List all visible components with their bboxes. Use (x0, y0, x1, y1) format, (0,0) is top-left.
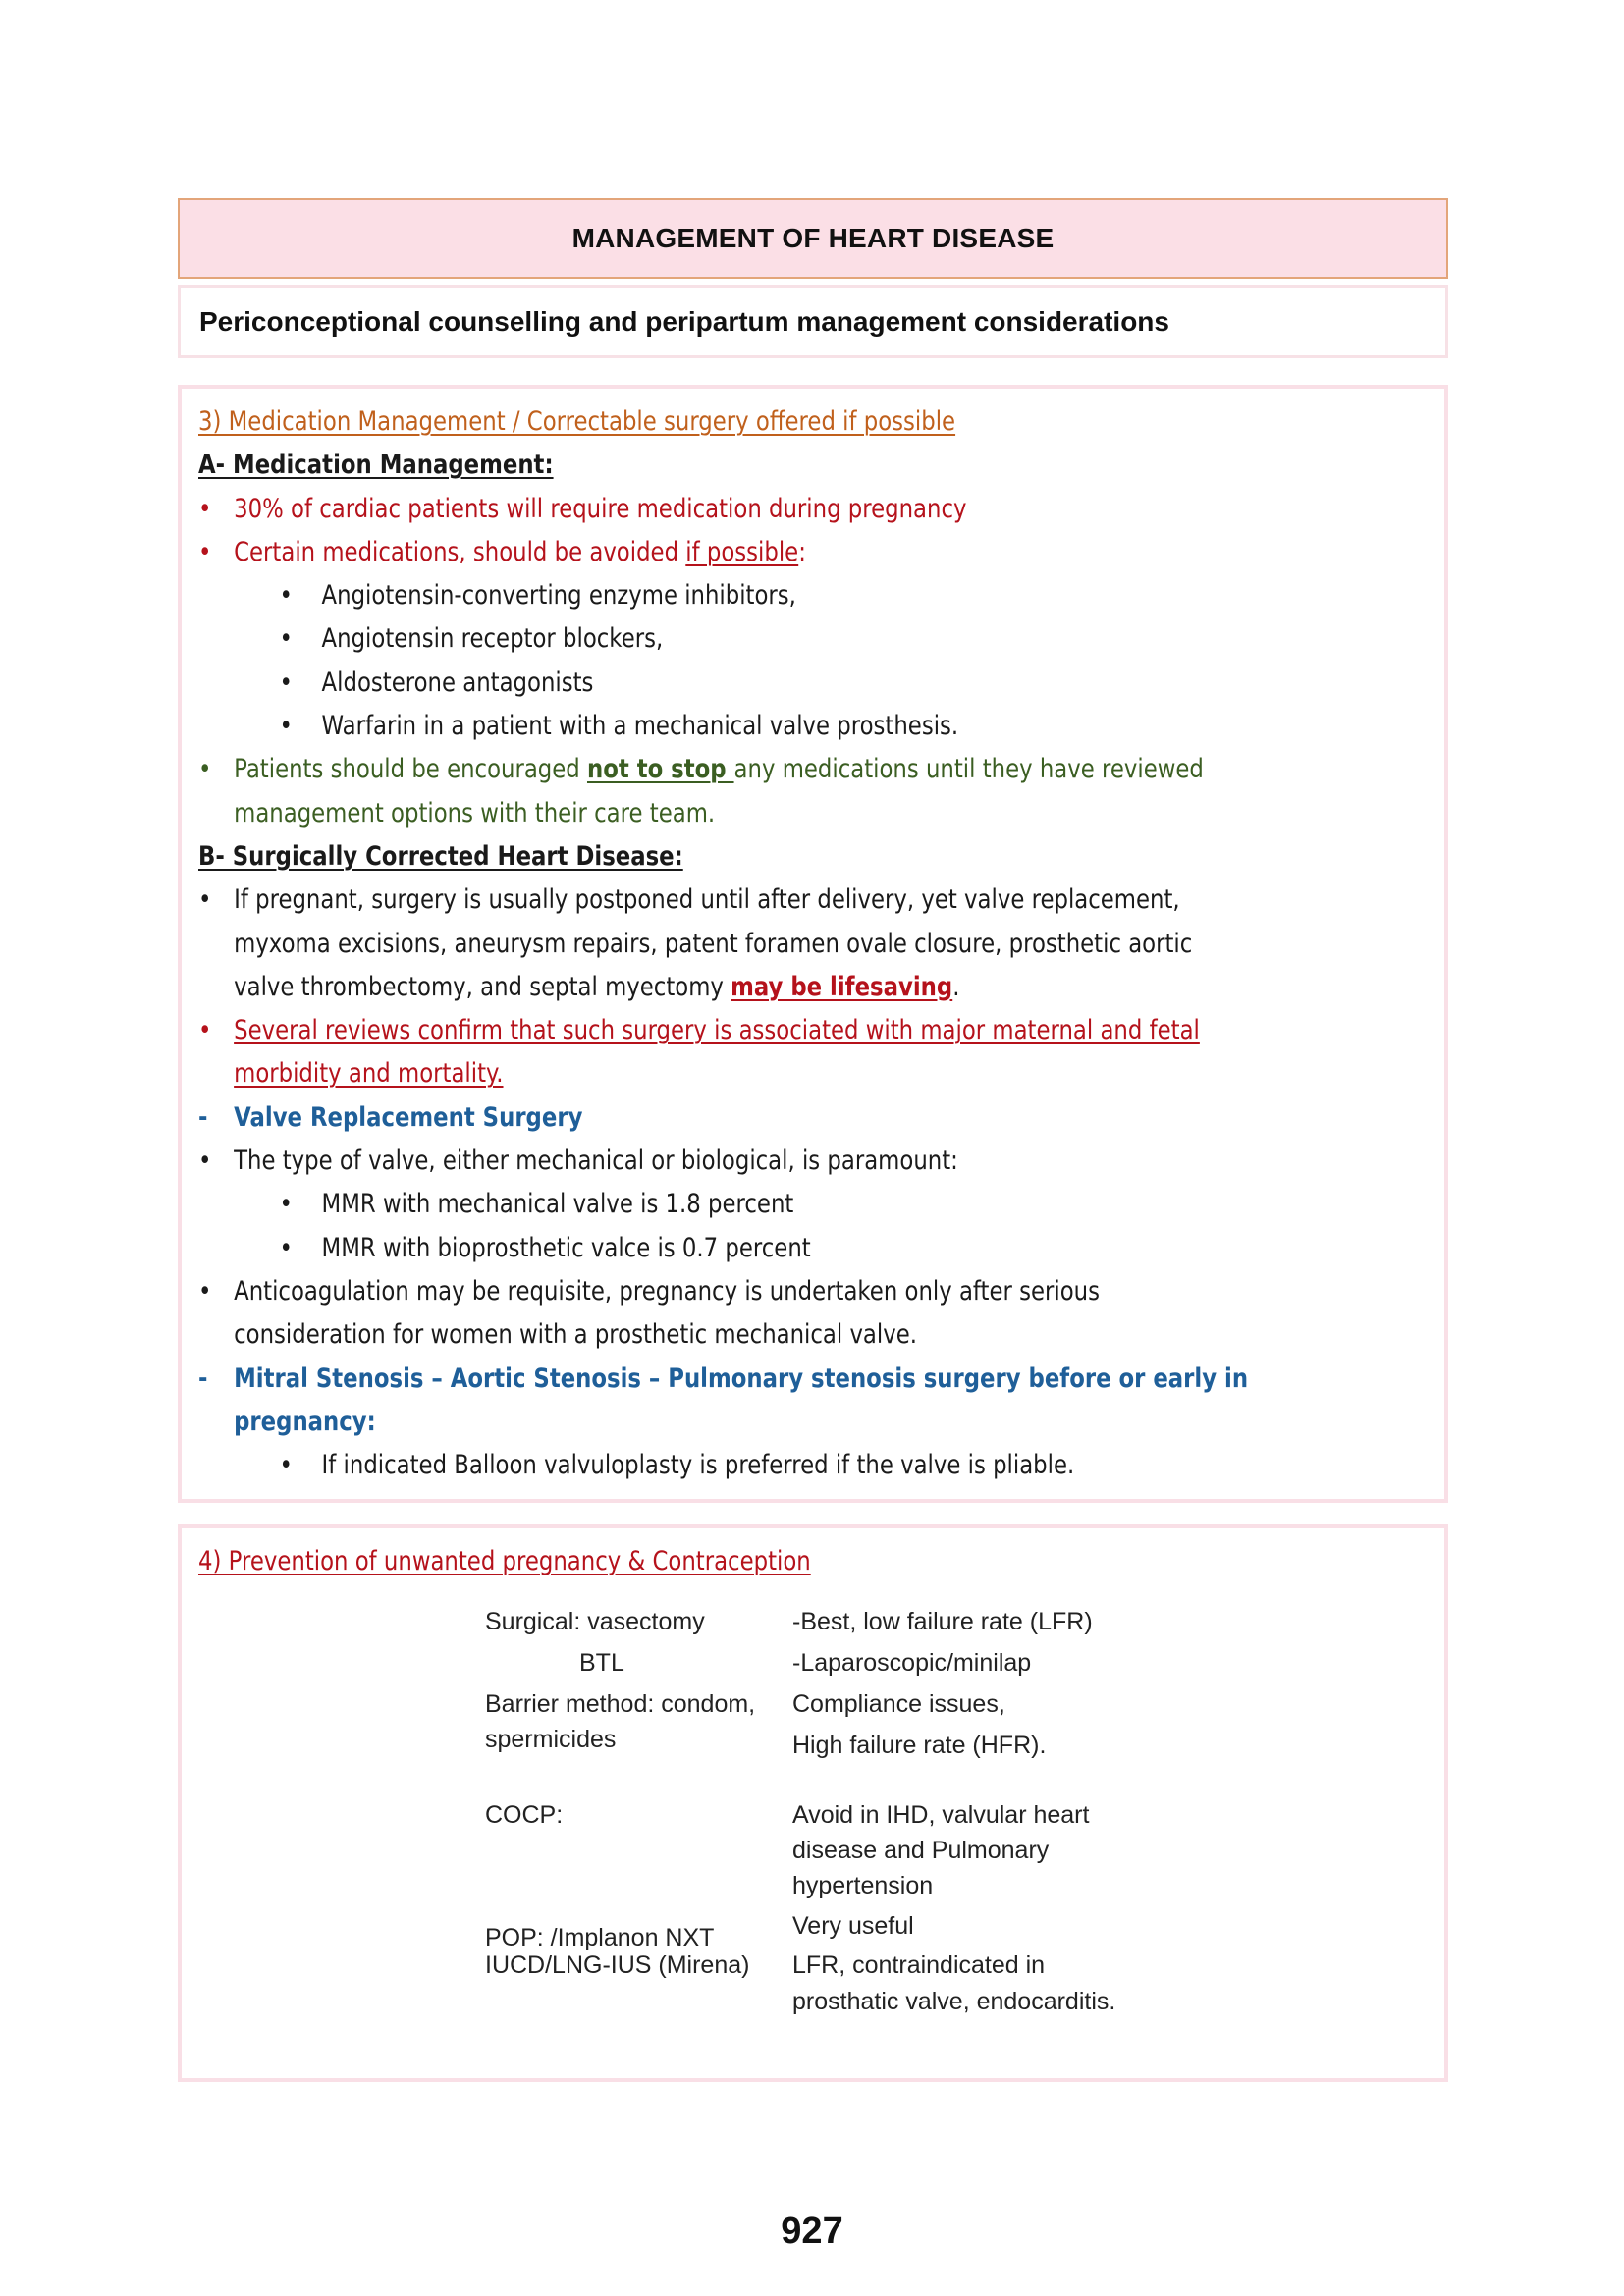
subtitle-box (178, 285, 1448, 358)
section4-heading: 4) Prevention of unwanted pregnancy & Contraception (198, 1546, 811, 1576)
valve-replacement-heading: - Valve Replacement Surgery (198, 1096, 1270, 1140)
bullet-icon: • (198, 493, 212, 524)
bullet-icon: • (198, 884, 212, 916)
list-item-sub: • Warfarin in a patient with a mechanical valve prosthesis. (198, 705, 1270, 748)
bullet-icon: • (198, 754, 212, 785)
bullet-icon: • (198, 1146, 212, 1177)
list-item-sub: • Angiotensin receptor blockers, (198, 617, 1270, 661)
bullet-icon: • (198, 1275, 212, 1307)
list-item-continuation: morbidity and mortality. (234, 1058, 504, 1090)
bullet-icon: • (279, 711, 294, 742)
list-item: • If pregnant, surgery is usually postponed until after delivery, yet valve replacement, (198, 879, 1270, 922)
table-cell-right: prosthatic valve, endocarditis. (792, 1988, 1116, 2015)
list-item-continuation: myxoma excisions, aneurysm repairs, patent foramen ovale closure, prosthetic aortic (234, 928, 1193, 959)
section3-heading: 3) Medication Management / Correctable surgery offered if possible (198, 406, 956, 437)
list-item-continuation: valve thrombectomy, and septal myectomy may be lifesaving. (234, 971, 960, 1002)
stenosis-heading-continuation: pregnancy: (234, 1406, 376, 1437)
list-item: • Patients should be encouraged not to stop any medications until they have reviewed (198, 748, 1270, 791)
list-item: • Anticoagulation may be requisite, pregnancy is undertaken only after serious (198, 1270, 1270, 1313)
title-banner (178, 198, 1448, 279)
list-item-sub: • MMR with mechanical valve is 1.8 percent (198, 1183, 1270, 1226)
table-cell-left: spermicides (485, 1726, 617, 1753)
partB-heading: B- Surgically Corrected Heart Disease: (198, 840, 683, 872)
list-item-sub: • If indicated Balloon valvuloplasty is preferred if the valve is pliable. (198, 1444, 1270, 1487)
stenosis-heading: - Mitral Stenosis – Aortic Stenosis – Pulmonary stenosis surgery before or early in (198, 1358, 1270, 1401)
list-item: • The type of valve, either mechanical or biological, is paramount: (198, 1140, 1270, 1183)
dash-icon: - (198, 1362, 208, 1394)
partA-heading: A- Medication Management: (198, 450, 554, 481)
list-item: • 30% of cardiac patients will require medication during pregnancy (198, 488, 1270, 531)
page-title: MANAGEMENT OF HEART DISEASE (571, 223, 1055, 253)
table-cell-left: IUCD/LNG-IUS (Mirena) (485, 1951, 750, 1979)
table-cell-left: BTL (579, 1649, 624, 1677)
section-medication-management (178, 385, 1448, 1503)
bullet-icon: • (198, 1015, 212, 1046)
list-item-sub: • MMR with bioprosthetic valce is 0.7 percent (198, 1227, 1270, 1270)
bullet-icon: • (279, 1189, 294, 1220)
table-cell-left: POP: /Implanon NXT (485, 1924, 715, 1951)
table-cell-left: Barrier method: condom, (485, 1690, 756, 1718)
table-cell-left: Surgical: vasectomy (485, 1608, 705, 1635)
table-cell-right: -Best, low failure rate (LFR) (792, 1608, 1093, 1635)
table-cell-right: disease and Pulmonary (792, 1837, 1050, 1864)
bullet-icon: • (279, 623, 294, 655)
table-cell-right: -Laparoscopic/minilap (792, 1649, 1032, 1677)
list-item-sub: • Aldosterone antagonists (198, 662, 1270, 705)
table-cell-right: hypertension (792, 1872, 934, 1899)
table-cell-right: Very useful (792, 1912, 914, 1940)
list-item-continuation: management options with their care team. (234, 797, 716, 828)
dash-icon: - (198, 1101, 208, 1133)
table-cell-right: LFR, contraindicated in (792, 1951, 1046, 1979)
bullet-icon: • (279, 667, 294, 698)
list-item-continuation: consideration for women with a prosthetic mechanical valve. (234, 1319, 917, 1351)
list-item: • Certain medications, should be avoided if possible: (198, 531, 1270, 574)
table-cell-right: Avoid in IHD, valvular heart (792, 1801, 1090, 1829)
list-item-sub: • Angiotensin-converting enzyme inhibitors, (198, 574, 1270, 617)
bullet-icon: • (279, 1232, 294, 1263)
table-cell-right: High failure rate (HFR). (792, 1732, 1047, 1759)
page-subtitle: Periconceptional counselling and peripartum management considerations (199, 305, 1169, 337)
bullet-icon: • (198, 536, 212, 567)
list-item: • Several reviews confirm that such surgery is associated with major maternal and fetal (198, 1009, 1270, 1052)
bullet-icon: • (279, 580, 294, 612)
table-cell-left: COCP: (485, 1801, 564, 1829)
bullet-icon: • (279, 1450, 294, 1481)
table-cell-right: Compliance issues, (792, 1690, 1005, 1718)
page-number: 927 (781, 2211, 843, 2252)
